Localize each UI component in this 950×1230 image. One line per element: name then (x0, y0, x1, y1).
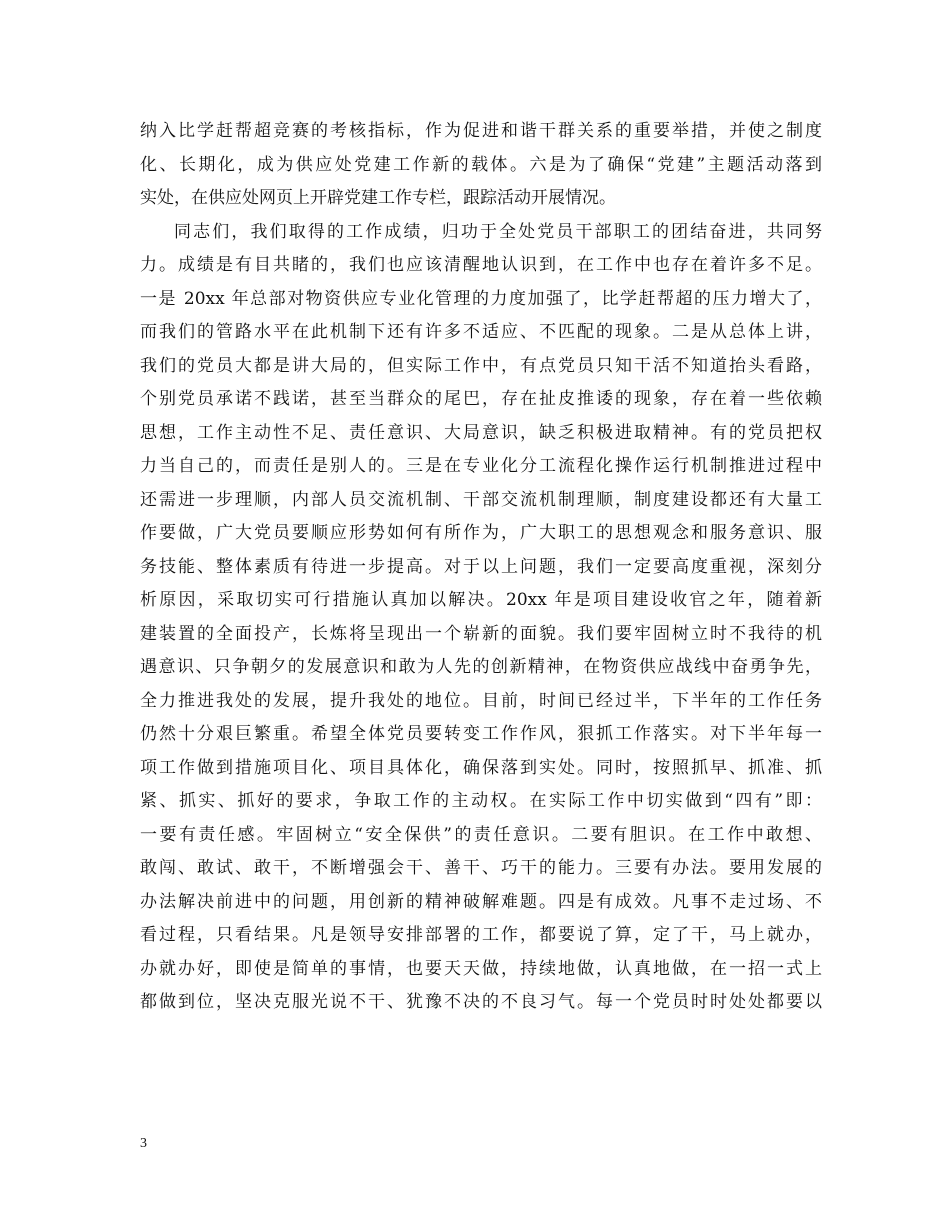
text-line: 我们的党员大都是讲大局的，但实际工作中，有点党员只知干活不知道抬头看路， (140, 355, 822, 376)
text-line: 同志们，我们取得的工作成绩，归功于全处党员干部职工的团结奋进，共同努 (174, 221, 822, 242)
text-line: 纳入比学赶帮超竞赛的考核指标，作为促进和谐干群关系的重要举措，并使之制度 (140, 121, 822, 141)
text-line: 还需进一步理顺，内部人员交流机制、干部交流机制理顺，制度建设都还有大量工 (140, 489, 822, 510)
text-line: 项工作做到措施项目化、项目具体化，确保落到实处。同时，按照抓早、抓准、抓 (140, 757, 822, 778)
text-line (140, 1020, 822, 1054)
text-line: 析原因，采取切实可行措施认真加以解决。20xx 年是项目建设收官之年，随着新 (140, 590, 822, 610)
text-line: 敢闯、敢试、敢干，不断增强会干、善干、巧干的能力。三要有办法。要用发展的 (140, 858, 822, 878)
text-line: 作要做，广大党员要顺应形势如何有所作为，广大职工的思想观念和服务意识、服 (140, 523, 822, 543)
text-line: 仍然十分艰巨繁重。希望全体党员要转变工作作风，狠抓工作落实。对下半年每一 (140, 724, 822, 744)
text-line: 个别党员承诺不践诺，甚至当群众的尾巴，存在扯皮推诿的现象，存在着一些依赖 (140, 389, 822, 409)
text-line: 办法解决前进中的问题，用创新的精神破解难题。四是有成效。凡事不走过场、不 (140, 891, 822, 912)
text-line: 一是 20xx 年总部对物资供应专业化管理的力度加强了，比学赶帮超的压力增大了， (140, 288, 822, 309)
text-line: 建装置的全面投产，长炼将呈现出一个崭新的面貌。我们要牢固树立时不我待的机 (140, 623, 822, 644)
text-line: 务技能、整体素质有待进一步提高。对于以上问题，我们一定要高度重视，深刻分 (140, 556, 822, 577)
text-line: 力。成绩是有目共睹的，我们也应该清醒地认识到，在工作中也存在着许多不足。 (140, 255, 822, 275)
text-line: 实处，在供应处网页上开辟党建工作专栏，跟踪活动开展情况。 (140, 188, 616, 208)
text-line: 看过程，只看结果。凡是领导安排部署的工作，都要说了算，定了干，马上就办， (140, 925, 822, 945)
text-line: 办就办好，即使是简单的事情，也要天天做，持续地做，认真地做，在一招一式上 (140, 958, 822, 979)
document-body (140, 115, 822, 1087)
text-line: 都做到位，坚决克服光说不干、犹豫不决的不良习气。每一个党员时时处处都要以 (140, 992, 822, 1012)
text-line: 遇意识、只争朝夕的发展意识和敢为人先的创新精神，在物资供应战线中奋勇争先， (140, 657, 822, 677)
text-line: 全力推进我处的发展，提升我处的地位。目前，时间已经过半，下半年的工作任务 (140, 690, 822, 711)
text-line: 化、长期化，成为供应处党建工作新的载体。六是为了确保“党建”主题活动落到 (140, 154, 822, 175)
text-line: 力当自己的，而责任是别人的。三是在专业化分工流程化操作运行机制推进过程中 (140, 456, 822, 476)
text-line: 紧、抓实、抓好的要求，争取工作的主动权。在实际工作中切实做到“四有”即： (140, 791, 822, 811)
text-line: 思想，工作主动性不足、责任意识、大局意识，缺乏积极进取精神。有的党员把权 (140, 422, 822, 443)
page-number: 3 (140, 1136, 147, 1151)
text-line (140, 1053, 822, 1087)
text-line: 而我们的管路水平在此机制下还有许多不适应、不匹配的现象。二是从总体上讲， (140, 322, 822, 342)
text-line: 一要有责任感。牢固树立“安全保供”的责任意识。二要有胆识。在工作中敢想、 (140, 824, 822, 845)
